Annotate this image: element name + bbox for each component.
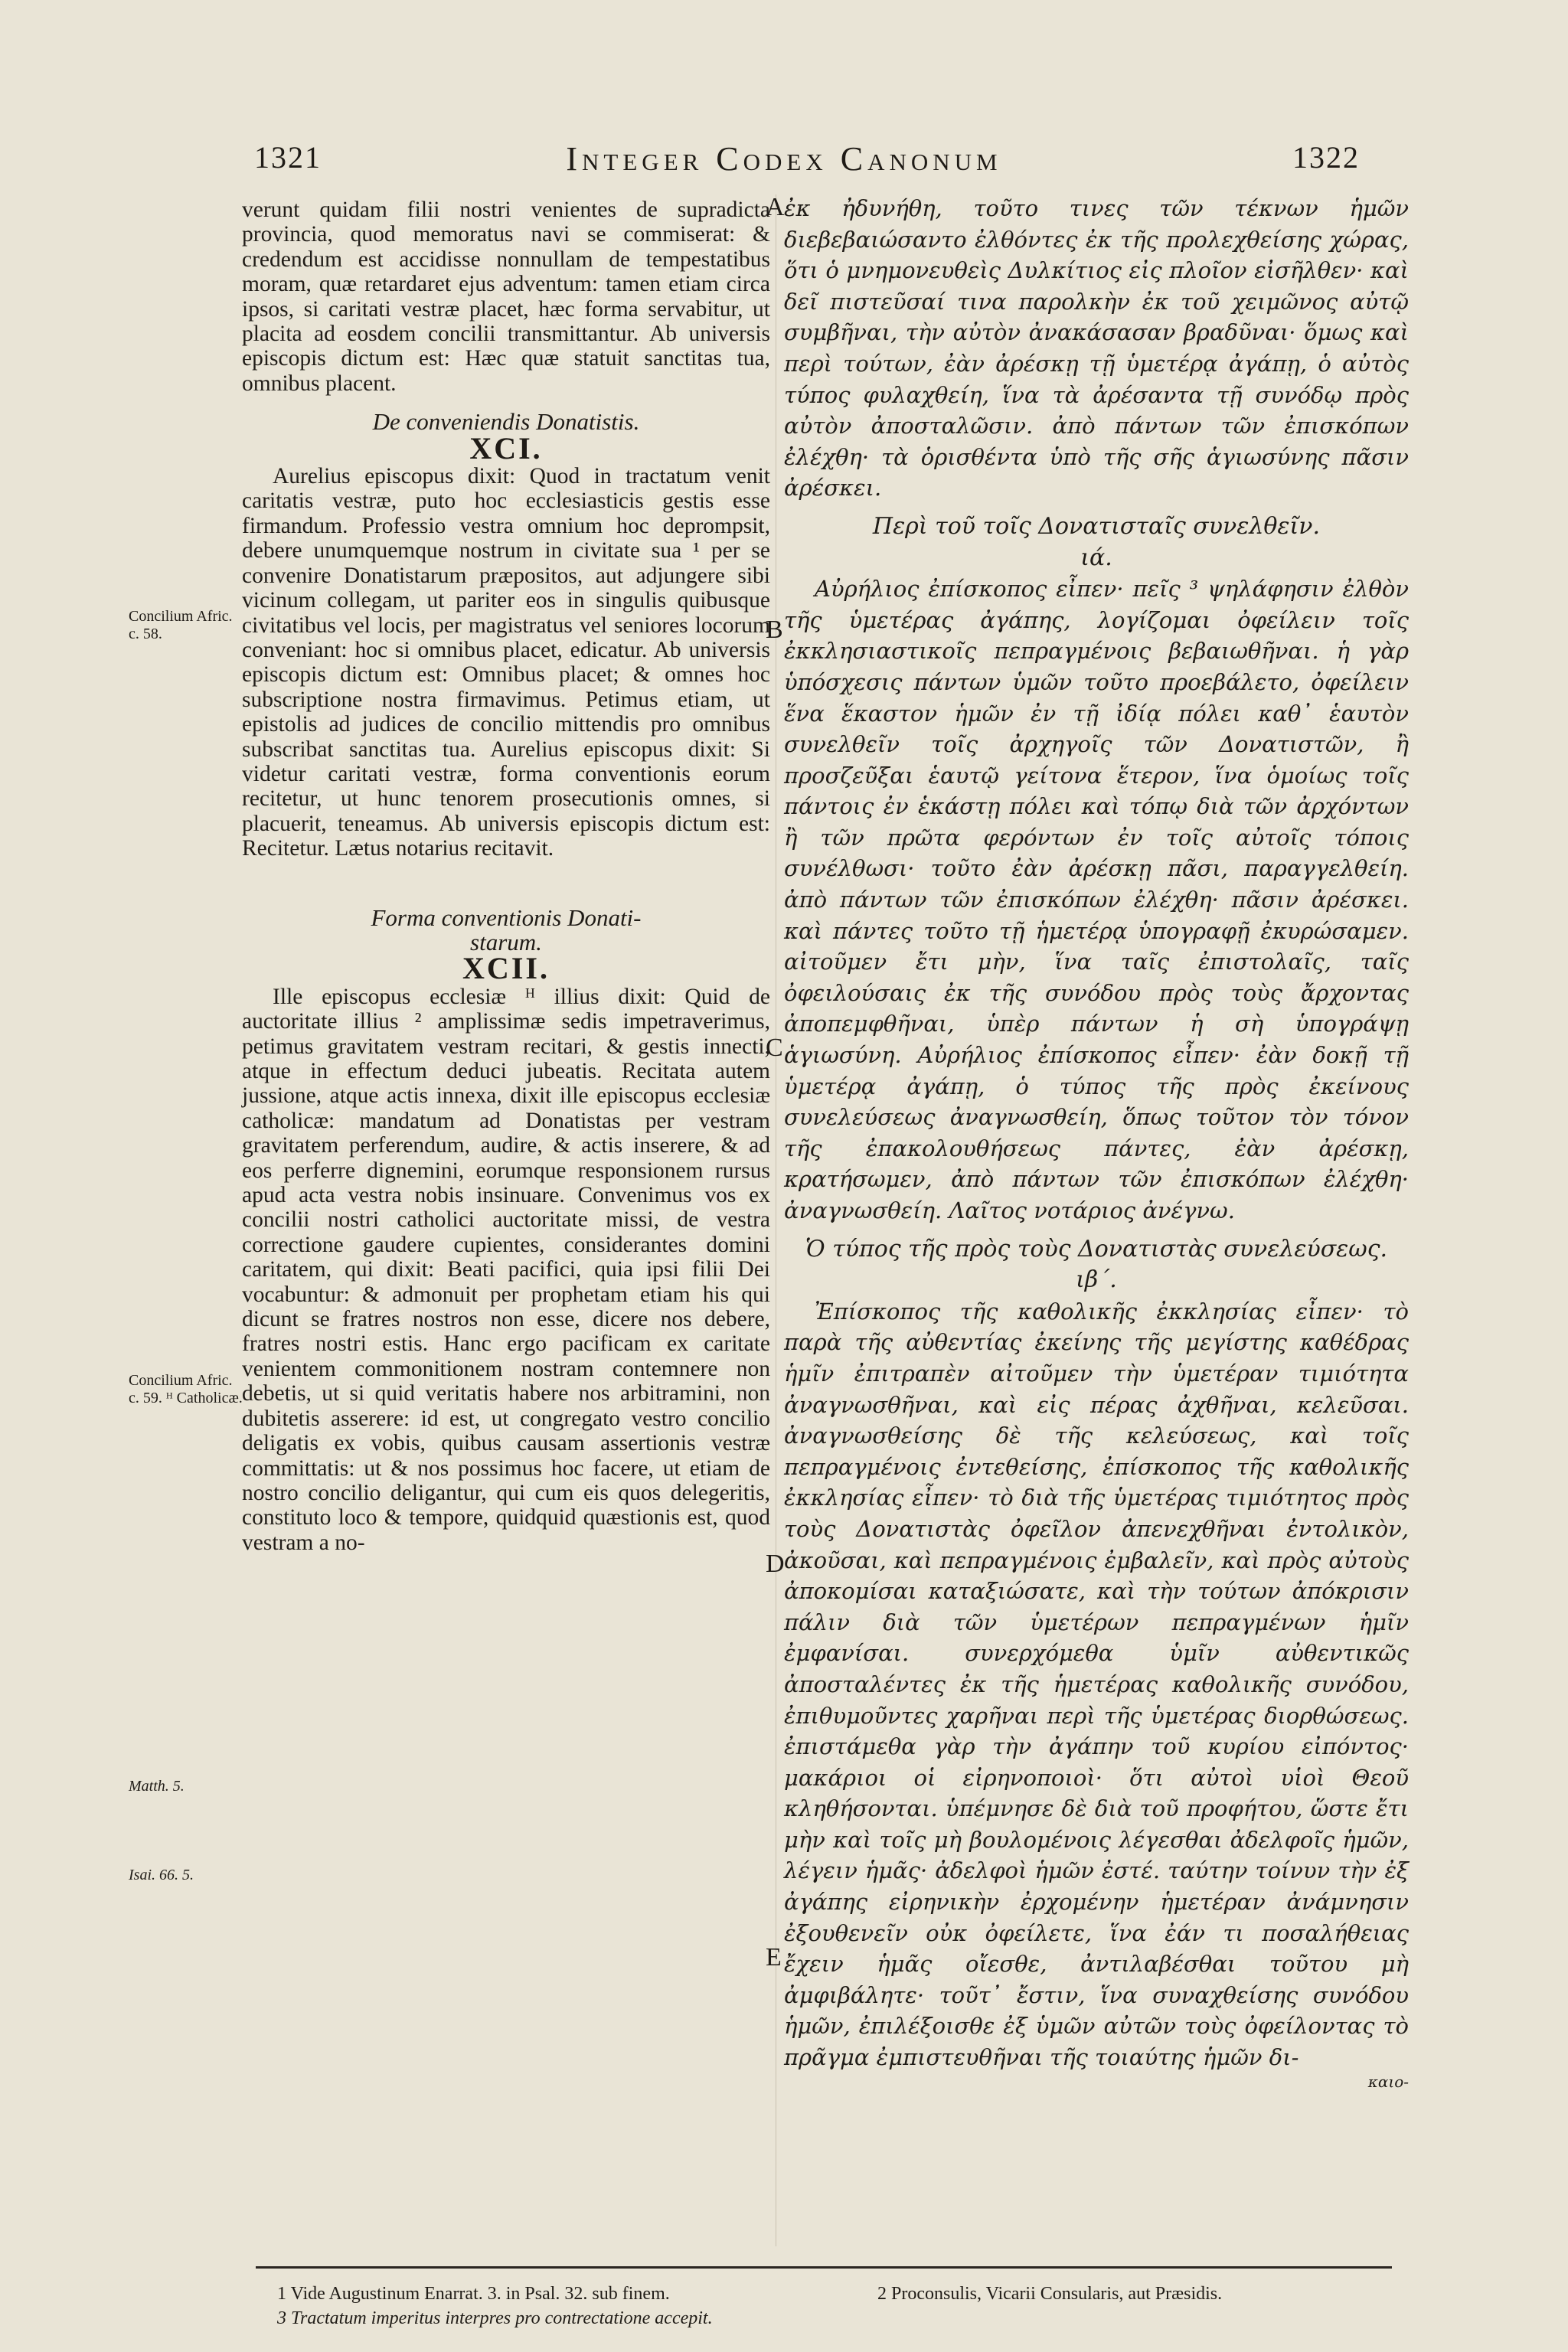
latin-section2-text: Ille episcopus ecclesiæ ᴴ illius dixit: Quid de auctoritate illius ² amplissimæ sedis impetraverimus, petimus gravitatem vestram recitari, & gestis innecti, atque in effectum deduci jubeatis. Recitata autem jussione, atque actis innexa, dixit ille episcopus ecclesiæ catholicæ: mandatum ad Donatistas per vestram gravitatem perferendum, audire, & actis inserere, & ad eos perferre dignemini, eorumque responsionem rursus apud acta vestra nobis insinuare. Convenimus vos ex concilii nostri catholici auctoritate missi, de vestra correctione gaudere cupientes, considerantes domini caritatem, qui dixit: Beati pacifici, quia ipsi filii Dei vocabuntur: & admonuit per prophetam etiam his qui dicunt se fratres nostros non esse, dicere nos debere, fratres nostri estis. Hanc ergo pacificam ex caritate venientem commonitionem nostram contemnere non debetis, ut si quid veritatis habere nos arbitramini, non dubitetis asserere: id est, ut congregato vestro concilio deligatis ex vobis, quibus causam assertionis vestræ committatis: ut & nos possimus hoc facere, ut etiam de nostro concilio deligantur, qui cum eis quos delegeritis, constituto loco & tempore, quidquid quæstionis est, quod vestram a no- <box>242 984 770 1555</box>
page-number-right: 1322 <box>1292 140 1360 175</box>
greek-section1-title: Περὶ τοῦ τοῖς Δονατισταῖς συνελθεῖν. <box>872 512 1321 540</box>
catchword: καιο- <box>1367 2072 1409 2091</box>
footnote-3: 3 Tractatum imperitus interpres pro contrectatione accepit. <box>277 2308 713 2328</box>
greek-section1-number: ιά. <box>1080 544 1112 571</box>
margin-note-1: Concilium Afric. c. 58. <box>129 608 233 642</box>
latin-section2-number: XCII. <box>462 951 550 986</box>
greek-section2-number: ιβ΄. <box>1076 1266 1117 1294</box>
footnote-rule <box>256 2266 1392 2269</box>
footnote-2: 2 Proconsulis, Vicarii Consularis, aut Præsidis. <box>877 2284 1223 2304</box>
greek-column <box>784 193 1409 2090</box>
latin-section2-title-1: Forma conventionis Donati- <box>371 903 642 931</box>
greek-intro: ἐκ ἠδυνήθη, τοῦτο τινες τῶν τέκνων ἡμῶν διεβεβαιώσαντο ἐλθόντες ἐκ τῆς προλεχθείσης χώρας, ὅτι ὁ μνημονευθεὶς Δυλκίτιος εἰς πλοῖον εἰσῆλθεν· καὶ δεῖ πιστεῦσαί τινα παρολκὴν ἐκ τοῦ χειμῶνος αὐτῷ συμβῆναι, τὴν αὐτὸν ἀνακάσασαν βραδῦναι· ὅμως καὶ περὶ τούτων, ἐὰν ἀρέσκῃ τῇ ὑμετέρᾳ ἀγάπῃ, ὁ αὐτὸς τύπος φυλαχθείη, ἵνα τὰ ἀρέσαντα τῇ συνόδῳ πρὸς αὐτὸν ἀποσταλῶσιν. ἀπὸ πάντων τῶν ἐπισκόπων ἐλέχθη· τὰ ὁρισθέντα ὑπὸ τῆς σῆς ἁγιωσύνης πᾶσιν ἀρέσκει. <box>784 195 1409 501</box>
section-letter-b: B <box>766 616 783 644</box>
latin-section1-text: Aurelius episcopus dixit: Quod in tractatum venit caritatis vestræ, puto hoc ecclesiasticis gestis esse firmandum. Professio vestra omnium hoc deprompsit, debere unumquemque nostrum in civitate sua ¹ per se convenire Donatistarum præpositos, aut adjungere sibi vicinum collegam, ut pariter eos in singulis quibusque civitatibus vel locis, per magistratus vel seniores locorum conveniant: hoc si omnibus placet, edicatur. Ab universis episcopis dictum est: Omnibus placet; & omnes hoc subscriptione nostra firmavimus. Petimus etiam, ut epistolis ad judices de concilio mittendis pro omnibus subscribat sanctitas tua. Aurelius episcopus dixit: Si videtur caritati vestræ, forma conventionis eorum recitetur, ut hunc tenorem prosecutionis omnes, si placuerit, teneamus. Ab universis episcopis dictum est: Recitetur. Lætus notarius recitavit. <box>242 464 770 861</box>
greek-section2-title: Ὁ τύπος τῆς πρὸς τοὺς Δονατιστὰς συνελεύσεως. <box>805 1235 1388 1263</box>
section-letter-d: D <box>766 1550 785 1578</box>
running-title: Integer Codex Canonum <box>566 140 1002 178</box>
section-letter-e: E <box>766 1943 782 1971</box>
section-letter-a: A <box>766 193 785 221</box>
latin-section2-title-2: starum. <box>470 928 542 956</box>
margin-note-4: Isai. 66. 5. <box>129 1867 194 1883</box>
page-number-left: 1321 <box>254 140 322 175</box>
greek-section1-text: Αὐρήλιος ἐπίσκοπος εἶπεν· πεῖς ³ ψηλάφησιν ἐλθὸν τῆς ὑμετέρας ἀγάπης, λογίζομαι ὀφείλειν τοῖς ἐκκλησιαστικοῖς πεπραγμένοις βεβαιωθῆναι. ἡ γὰρ ὑπόσχεσις πάντων ὑμῶν τοῦτο προεβάλετο, ὀφείλειν ἕνα ἕκαστον ἡμῶν ἐν τῇ ἰδίᾳ πόλει καθ᾽ ἑαυτὸν συνελθεῖν τοῖς ἀρχηγοῖς τῶν Δονατιστῶν, ἢ προσζεῦξαι ἑαυτῷ γείτονα ἕτερον, ἵνα ὁμοίως τοῖς πάντοις ἐν ἑκάστῃ πόλει καὶ τόπῳ διὰ τῶν ἀρχόντων ἢ τῶν πρῶτα φερόντων ἐν τοῖς αὐτοῖς τόποις συνέλθωσι· τοῦτο ἐὰν ἀρέσκῃ πᾶσι, παραγγελθείη. ἀπὸ πάντων τῶν ἐπισκόπων ἐλέχθη· πᾶσιν ἀρέσκει. καὶ πάντες τοῦτο τῇ ἡμετέρᾳ ὑπογραφῇ ἐκυρώσαμεν. αἰτοῦμεν ἔτι μὴν, ἵνα ταῖς ἐπιστολαῖς, ταῖς ὀφειλούσαις ἐκ τῆς συνόδου πρὸς τοὺς ἄρχοντας ἀποπεμφθῆναι, ὑπὲρ πάντων ἡ σὴ ὑπογράψῃ ἁγιωσύνη. Αὐρήλιος ἐπίσκοπος εἶπεν· ἐὰν δοκῇ τῇ ὑμετέρᾳ ἀγάπῃ, ὁ τύπος τῆς πρὸς ἐκείνους συνελεύσεως ἀναγνωσθείη, ὅπως τοῦτον τὸν τόνον τῆς ἐπακολουθήσεως πάντες, ἐὰν ἀρέσκῃ, κρατήσωμεν, ἀπὸ πάντων τῶν ἐπισκόπων ἐλέχθη· ἀναγνωσθείη. Λαῖτος νοτάριος ἀνέγνω. <box>784 576 1409 1223</box>
margin-note-3: Matth. 5. <box>129 1778 185 1795</box>
greek-section2-text: Ἐπίσκοπος τῆς καθολικῆς ἐκκλησίας εἶπεν· τὸ παρὰ τῆς αὐθεντίας ἐκείνης τῆς μεγίστης καθέδρας ἡμῖν ἐπιτραπὲν αἰτοῦμεν τὴν ὑμετέραν τιμιότητα ἀναγνωσθῆναι, καὶ εἰς πέρας ἀχθῆναι, κελεῦσαι. ἀναγνωσθείσης δὲ τῆς κελεύσεως, καὶ τοῖς πεπραγμένοις ἐντεθείσης, ἐπίσκοπος τῆς καθολικῆς ἐκκλησίας εἶπεν· τὸ διὰ τῆς ὑμετέρας τιμιότητος πρὸς τοὺς Δονατιστὰς ὀφεῖλον ἀπενεχθῆναι ἐντολικὸν, ἀκοῦσαι, καὶ πεπραγμένοις ἐμβαλεῖν, καὶ πρὸς αὐτοὺς ἀποκομίσαι καταξιώσατε, καὶ τὴν τούτων ἀπόκρισιν πάλιν διὰ τῶν ὑμετέρων πεπραγμένων ἡμῖν ἐμφανίσαι. συνερχόμεθα ὑμῖν αὐθεντικῶς ἀποσταλέντες ἐκ τῆς ἡμετέρας καθολικῆς συνόδου, ἐπιθυμοῦντες χαρῆναι περὶ τῆς ὑμετέρας διορθώσεως. ἐπιστάμεθα γὰρ τὴν ἀγάπην τοῦ κυρίου εἰπόντος· μακάριοι οἱ εἰρηνοποιοὶ· ὅτι αὐτοὶ υἱοὶ Θεοῦ κληθήσονται. ὑπέμνησε δὲ διὰ τοῦ προφήτου, ὥστε ἔτι μὴν καὶ τοῖς μὴ βουλομένοις λέγεσθαι ἀδελφοῖς ἡμῶν, λέγειν ἡμᾶς· ἀδελφοὶ ἡμῶν ἐστέ. ταύτην τοίνυν τὴν ἐξ ἀγάπης εἰρηνικὴν ἐρχομένην ἡμετέραν ἀνάμνησιν ἐξουθενεῖν οὐκ ὀφείλετε, ἵνα ἐάν τι ποσαλήθειας ἔχειν ἡμᾶς οἴεσθε, ἀντιλαβέσθαι τοῦτου μὴ ἀμφιβάλητε· τοῦτ᾽ ἔστιν, ἵνα συναχθείσης συνόδου ἡμῶν, ἐπιλέξοισθε ἐξ ὑμῶν αὐτῶν τοὺς ὀφείλοντας τὸ πρᾶγμα ἐμπιστευθῆναι τῆς τοιαύτης ἡμῶν δι- <box>784 1298 1409 2071</box>
footnote-1: 1 Vide Augustinum Enarrat. 3. in Psal. 32. sub finem. <box>277 2284 670 2304</box>
margin-note-2: Concilium Afric. c. 59. ᴴ Catholicæ. <box>129 1372 243 1406</box>
latin-section1-title: De conveniendis Donatistis. <box>372 408 640 436</box>
latin-section1-number: XCI. <box>469 430 543 466</box>
latin-intro: verunt quidam filii nostri venientes de supradicta provincia, quod memoratus navi se commiserat: & credendum est accidisse nonnullam de tempestatibus moram, quæ retardaret ejus adventum: tamen etiam circa ipsos, si caritati vestræ placet, hæc forma servabitur, ut placita ad eosdem concilii transmittantur. Ab universis episcopis dictum est: Hæc quæ statuit sanctitas tua, omnibus placent. <box>242 198 770 396</box>
section-letter-c: C <box>766 1034 783 1062</box>
latin-column <box>242 198 770 1555</box>
